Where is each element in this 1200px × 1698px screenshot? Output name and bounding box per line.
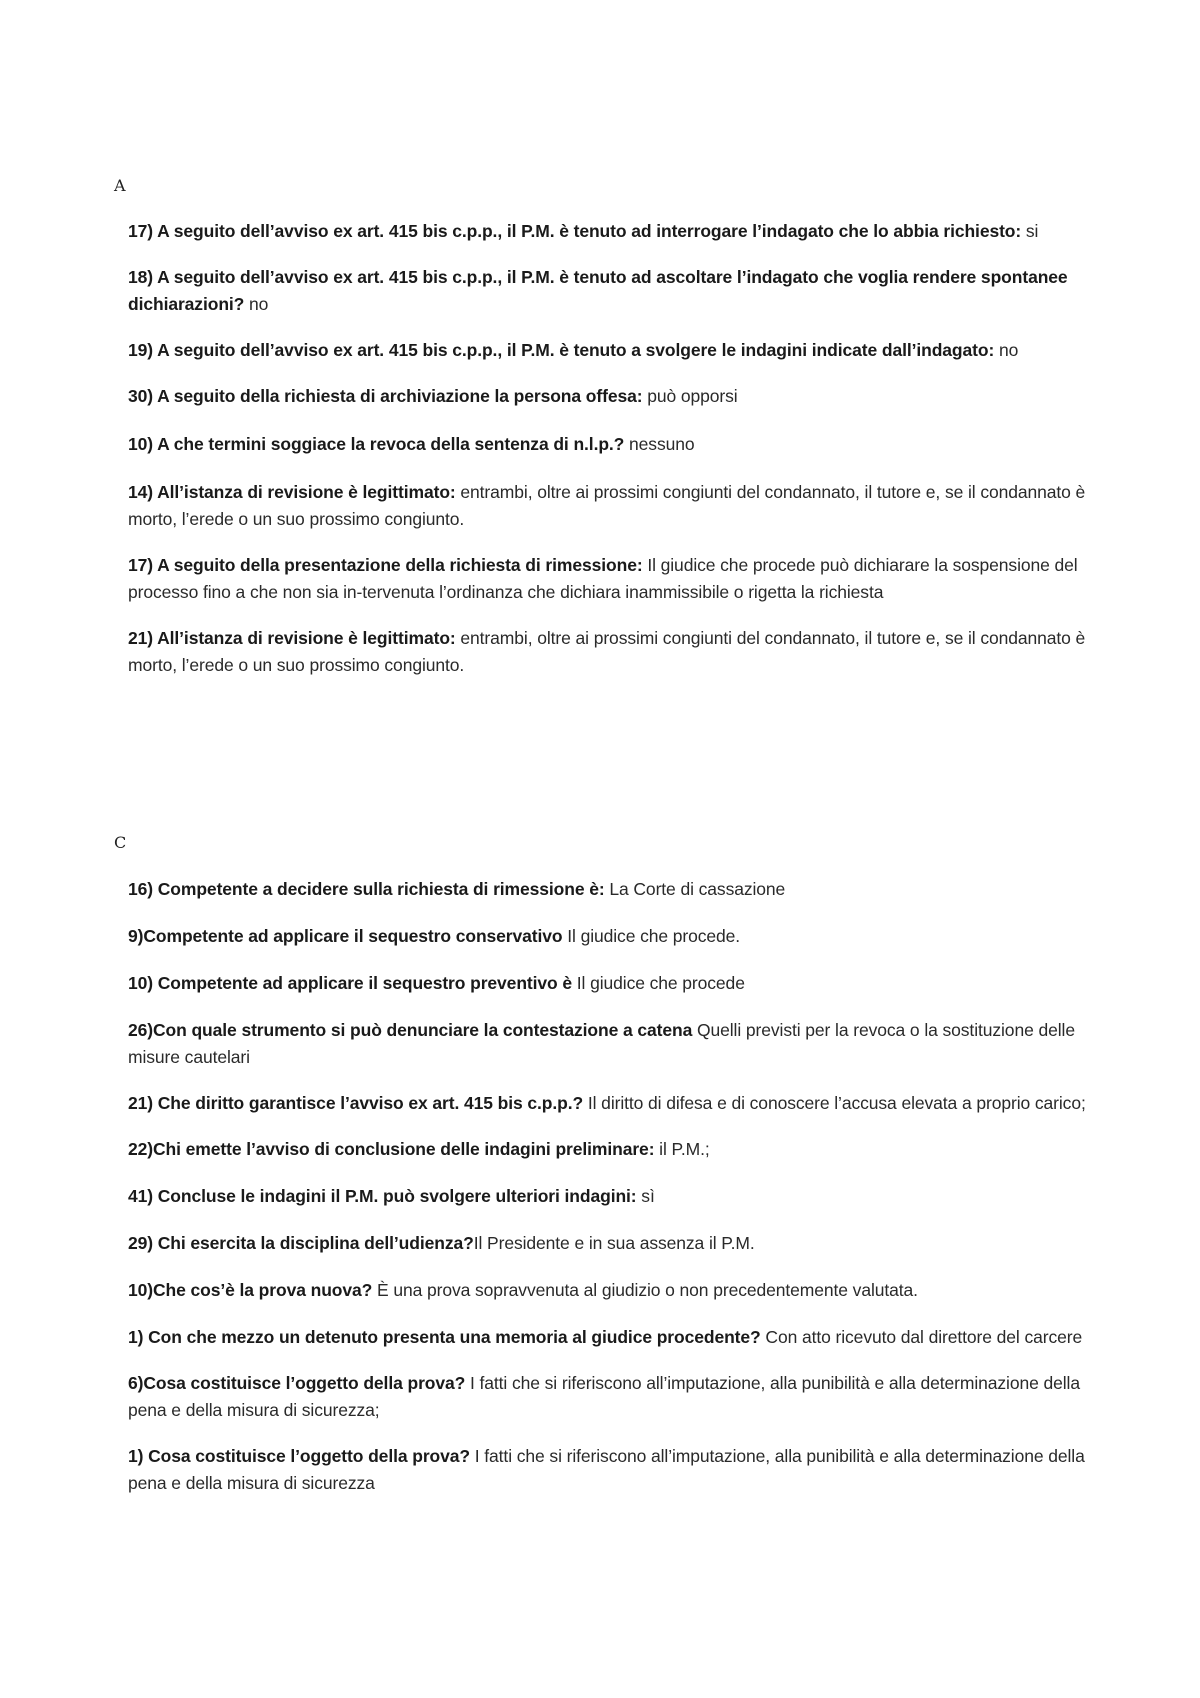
question: 1) Cosa costituisce l’oggetto della prova? (128, 1446, 470, 1466)
answer: no (244, 294, 269, 314)
qa-item (128, 1090, 1088, 1117)
answer: entrambi, oltre ai prossimi congiunti del condannato, il tutore e, se il condannato è morto, l’erede o un suo prossimo congiunto. (128, 628, 1086, 675)
qa-item (128, 1230, 1088, 1257)
answer: I fatti che si riferiscono all’imputazione, alla punibilità e alla determinazione della pena e della misura di sicurezza; (128, 1373, 1080, 1420)
question: 30) A seguito della richiesta di archiviazione la persona offesa: (128, 386, 643, 406)
question: 17) A seguito della presentazione della richiesta di rimessione: (128, 555, 643, 575)
qa-item (128, 337, 1088, 364)
answer: Il giudice che procede. (562, 926, 741, 946)
qa-item (128, 625, 1088, 679)
question: 14) All’istanza di revisione è legittimato: (128, 482, 456, 502)
question: 10)Che cos’è la prova nuova? (128, 1280, 373, 1300)
question: 22)Chi emette l’avviso di conclusione delle indagini preliminare: (128, 1139, 655, 1159)
question: 21) Che diritto garantisce l’avviso ex art. 415 bis c.p.p.? (128, 1093, 584, 1113)
qa-item (128, 1443, 1088, 1497)
qa-item (128, 1370, 1088, 1424)
answer: È una prova sopravvenuta al giudizio o non precedentemente valutata. (372, 1280, 918, 1300)
answer: può opporsi (642, 386, 738, 406)
question: 16) Competente a decidere sulla richiesta di rimessione è: (128, 879, 605, 899)
qa-item (128, 552, 1088, 606)
question: 41) Concluse le indagini il P.M. può svolgere ulteriori indagini: (128, 1186, 637, 1206)
answer: Il giudice che procede (572, 973, 745, 993)
qa-item (128, 1324, 1088, 1351)
question: 10) A che termini soggiace la revoca della sentenza di n.l.p.? (128, 434, 625, 454)
section-letter-c: C (114, 833, 127, 852)
answer: il P.M.; (654, 1139, 710, 1159)
answer: entrambi, oltre ai prossimi congiunti del condannato, il tutore e, se il condannato è morto, l’erede o un suo prossimo congiunto. (128, 482, 1086, 529)
qa-item (128, 970, 1088, 997)
question: 19) A seguito dell’avviso ex art. 415 bis c.p.p., il P.M. è tenuto a svolgere le indagini indicate dall’indagato: (128, 340, 995, 360)
question: 18) A seguito dell’avviso ex art. 415 bis c.p.p., il P.M. è tenuto ad ascoltare l’indagato che voglia rendere spontanee dichiarazioni? (128, 267, 1068, 314)
qa-item (128, 923, 1088, 950)
question: 6)Cosa costituisce l’oggetto della prova? (128, 1373, 466, 1393)
section-a-list (128, 218, 1088, 679)
question: 17) A seguito dell’avviso ex art. 415 bis c.p.p., il P.M. è tenuto ad interrogare l’indagato che lo abbia richiesto: (128, 221, 1022, 241)
qa-item (128, 1183, 1088, 1210)
question: 29) Chi esercita la disciplina dell’udienza? (128, 1233, 474, 1253)
qa-item (128, 1277, 1088, 1304)
answer: Con atto ricevuto dal direttore del carcere (760, 1327, 1083, 1347)
answer: Quelli previsti per la revoca o la sostituzione delle misure cautelari (128, 1020, 1075, 1067)
question: 10) Competente ad applicare il sequestro preventivo è (128, 973, 573, 993)
qa-item (128, 383, 1088, 410)
answer: Il diritto di difesa e di conoscere l’accusa elevata a proprio carico; (583, 1093, 1086, 1113)
answer: La Corte di cassazione (604, 879, 786, 899)
answer: no (994, 340, 1019, 360)
answer: Il Presidente e in sua assenza il P.M. (473, 1233, 755, 1253)
section-c-list (128, 876, 1088, 1497)
qa-item (128, 218, 1088, 245)
qa-item (128, 876, 1088, 903)
qa-item (128, 479, 1088, 533)
qa-item (128, 264, 1088, 318)
question: 1) Con che mezzo un detenuto presenta una memoria al giudice procedente? (128, 1327, 761, 1347)
question: 21) All’istanza di revisione è legittimato: (128, 628, 456, 648)
answer: I fatti che si riferiscono all’imputazione, alla punibilità e alla determinazione della pena e della misura di sicurezza (128, 1446, 1085, 1493)
qa-item (128, 1136, 1088, 1163)
answer: si (1021, 221, 1039, 241)
answer: Il giudice che procede può dichiarare la sospensione del processo fino a che non sia in-tervenuta l’ordinanza che dichiara inammissibile o rigetta la richiesta (128, 555, 1078, 602)
qa-item (128, 1017, 1088, 1071)
answer: sì (636, 1186, 655, 1206)
answer: nessuno (624, 434, 695, 454)
section-letter-a: A (114, 176, 126, 195)
question: 26)Con quale strumento si può denunciare la contestazione a catena (128, 1020, 693, 1040)
qa-item (128, 431, 1088, 458)
question: 9)Competente ad applicare il sequestro conservativo (128, 926, 563, 946)
